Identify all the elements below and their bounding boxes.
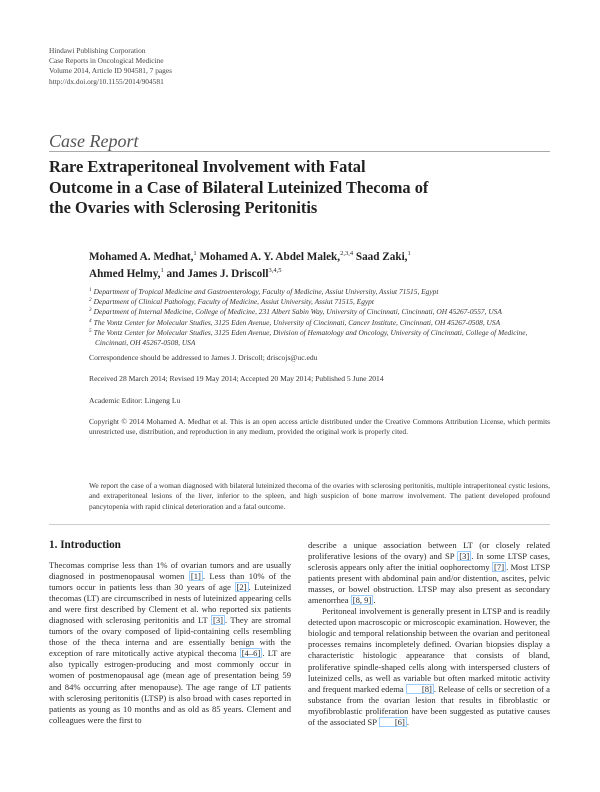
author-list xyxy=(89,249,529,283)
author-affiliation-ref: 1 xyxy=(160,267,164,274)
citation-link[interactable]: [6] xyxy=(379,717,407,727)
affiliation-item: $^5$ The Vontz Center for Molecular Studies, 3125 Eden Avenue, Division of Hematology and Oncology, University of Cincinnati, College of Medicine, Cincinnati, OH 45267-0508, USA xyxy=(89,327,528,348)
section-heading: 1. Introduction xyxy=(49,539,121,551)
body-column-left xyxy=(49,560,291,726)
citation-link[interactable]: [2] xyxy=(236,582,247,593)
citation-link[interactable]: [7] xyxy=(494,562,505,573)
header-divider xyxy=(49,151,550,152)
text-run: Thecomas comprise less than 1% of ovarian tumors and are usually diagnosed in postmenopausal women xyxy=(49,560,291,582)
citation-link[interactable]: [3] xyxy=(212,615,223,626)
text-run: . Release of cells or secretion of a substance from the ovarian lesion that results in fibroblastic or myofibroblastic proliferation have been suggested as putative causes of the associated SP xyxy=(308,683,550,727)
affiliation-item: $^2$ Department of Clinical Pathology, Faculty of Medicine, Assiut University, Assiut 71515, Egypt xyxy=(89,297,374,307)
affiliation-item: $^4$ The Vontz Center for Molecular Studies, 3125 Eden Avenue, University of Cincinnati, Cancer Institute, Cincinnati, OH 45267-0508, USA xyxy=(89,317,501,327)
author-affiliation-ref: 1 xyxy=(407,250,411,257)
journal-volume: Volume 2014, Article ID 904581, 7 pages xyxy=(49,66,173,76)
citation-link[interactable]: [1] xyxy=(190,571,201,582)
text-run: . LT are also typically estrogen-producing and most commonly occur in women of postmenopausal age (mean age of presentation being 59 and 84% occurring after menopause). The age range of LT patients with sclerosing peritonitis (LTSP) is also broad with cases reported in patients as young as 10 months and as old as 85 years. Clement and colleagues were the first to xyxy=(49,648,291,725)
text-run: . In some LTSP cases, sclerosis appears only after the initial oophorectomy xyxy=(308,551,550,573)
text-run: . They are stromal tumors of the ovary composed of lipid-containing cells resembling those of the theca interna and are essentially benign with the exception of rare mitotically active atypical thecoma xyxy=(49,615,291,659)
text-run: . Less than 10% of the tumors occur in patients less than 30 years of age xyxy=(49,571,291,593)
journal-doi-link[interactable]: http://dx.doi.org/10.1155/2014/904581 xyxy=(49,76,164,86)
paragraph xyxy=(308,606,550,728)
journal-header xyxy=(49,46,172,87)
affiliation-item: $^3$ Department of Internal Medicine, College of Medicine, 231 Albert Sabin Way, University of Cincinnati, Cincinnati, OH 45267-0557, USA xyxy=(89,307,502,317)
academic-editor: Academic Editor: Lingeng Lu xyxy=(89,396,181,405)
text-run: . Luteinized thecomas (LT) are circumscribed in nests of luteinized appearing cells and were first described by Clement et al. who reported six patients diagnosed with sclerosing peritonitis and LT xyxy=(49,582,291,626)
journal-name: Case Reports in Oncological Medicine xyxy=(49,56,164,66)
author-affiliation-ref: 3,4,5 xyxy=(268,267,282,274)
affiliation-list xyxy=(89,287,554,348)
text-run: describe a unique association between LT (or closely related proliferative lesions of the ovary) and SP xyxy=(308,540,550,562)
journal-publisher: Hindawi Publishing Corporation xyxy=(49,46,146,55)
text-run: . xyxy=(406,716,409,727)
paragraph xyxy=(49,560,291,726)
author-name: Mohamed A. Y. Abdel Malek, xyxy=(199,251,341,263)
text-run: Peritoneal involvement is generally present in LTSP and is readily detected upon macroscopic or microscopic examination. However, the biologic and temporal relationship between the ovarian and peritoneal processes remains incompletely defined. Ovarian biopsies display a characteristic histologic appearance that consists of bland, proliferative spindle-shaped cells along with interspersed clusters of luteinized cells, as well as variable but often marked mitotic activity and frequent marked edema xyxy=(308,606,550,694)
author-affiliation-ref: 1 xyxy=(193,250,197,257)
title-line: Rare Extraperitoneal Involvement with Fatal xyxy=(49,157,366,176)
author-affiliation-ref: 2,3,4 xyxy=(340,250,354,257)
article-title xyxy=(49,157,519,219)
author-name: Ahmed Helmy, xyxy=(89,268,161,280)
title-line: the Ovaries with Sclerosing Peritonitis xyxy=(49,198,318,217)
body-column-right xyxy=(308,540,550,728)
citation-link[interactable]: [8] xyxy=(406,684,434,694)
affiliation-item: $^1$ Department of Tropical Medicine and Gastroenterology, Faculty of Medicine, Assiut University, Assiut 71515, Egypt xyxy=(89,287,439,296)
title-line: Outcome in a Case of Bilateral Luteinized Thecoma of xyxy=(49,177,429,197)
citation-link[interactable]: [8, 9] xyxy=(352,595,372,606)
citation-link[interactable]: [3] xyxy=(459,551,470,562)
citation-link[interactable]: [4–6] xyxy=(241,648,261,659)
dates-line: Received 28 March 2014; Revised 19 May 2014; Accepted 20 May 2014; Published 5 June 2014 xyxy=(89,374,384,383)
abstract: We report the case of a woman diagnosed with bilateral luteinized thecoma of the ovaries with sclerosing peritonitis, multiple intraperitoneal cystic lesions, and extraperitoneal lesions of the liver, inferior to the spleen, and high suspicion of bone marrow involvement. The patient developed profound pancytopenia with rapid clinical deterioration and a fatal outcome. xyxy=(89,481,550,511)
correspondence-line: Correspondence should be addressed to James J. Driscoll; driscojs@uc.edu xyxy=(89,353,318,362)
author-name: and James J. Driscoll xyxy=(166,268,269,280)
abstract-divider xyxy=(49,524,550,525)
paragraph xyxy=(308,540,550,606)
text-run: . xyxy=(373,595,376,606)
author-name: Saad Zaki, xyxy=(355,251,408,263)
text-run: . Most LTSP patients present with abdominal pain and/or distention, ascites, pelvic masses, or bowel obstruction. LTSP may also present as secondary amenorrhea xyxy=(308,562,550,606)
author-name: Mohamed A. Medhat, xyxy=(89,251,194,263)
article-type: Case Report xyxy=(49,131,139,151)
copyright-notice: Copyright © 2014 Mohamed A. Medhat et al. This is an open access article distributed under the Creative Commons Attribution License, which permits unrestricted use, distribution, and reproduction in any medium, provided the original work is properly cited. xyxy=(89,417,550,437)
